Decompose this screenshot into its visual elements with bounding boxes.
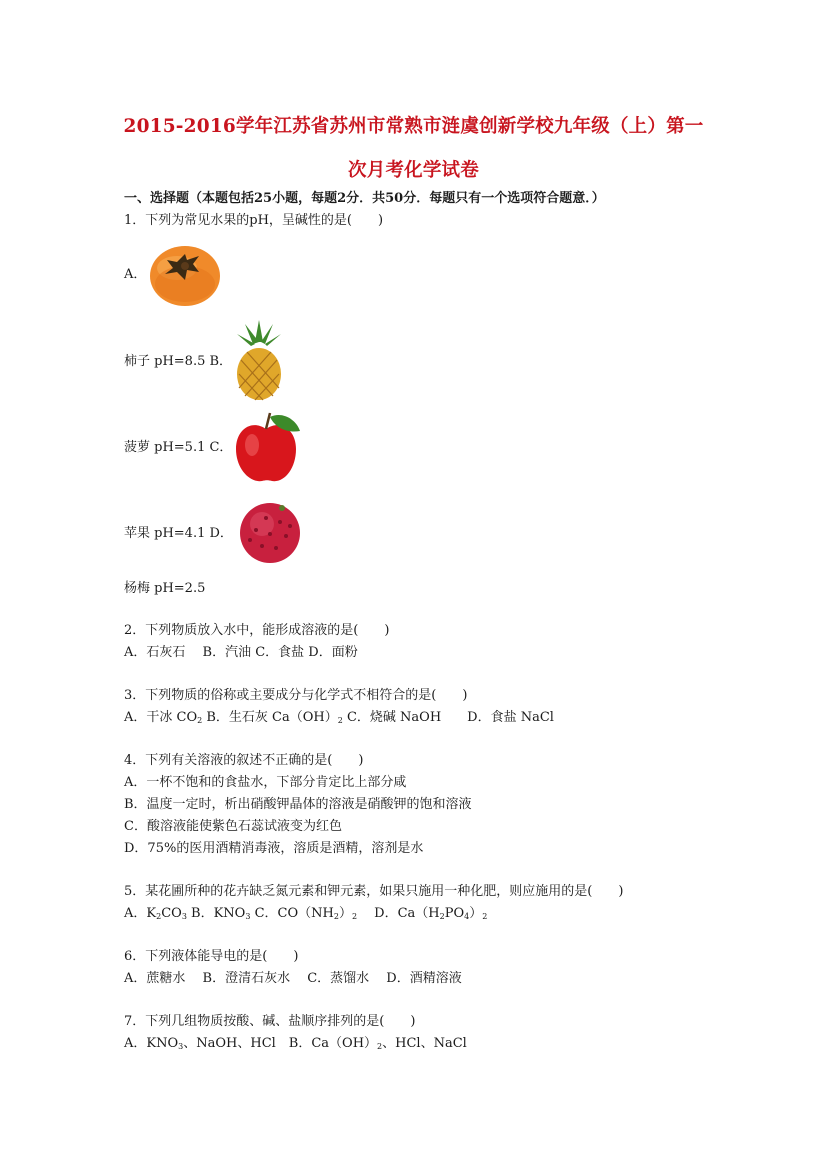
section-heading: 一、选择题（本题包括25小题，每题2分．共50分．每题只有一个选项符合题意．） (124, 191, 605, 206)
apple-icon (232, 409, 302, 485)
pineapple-icon (233, 318, 285, 402)
exam-title-line-2: 次月考化学试卷 (348, 160, 479, 181)
question-1-option-c-text: 苹果 pH=4.1 D． (124, 526, 233, 541)
question-7-options: A．$KNO_3$、NaOH、HCl B．$Ca(OH)_2$、HCl、NaCl (124, 1036, 467, 1051)
question-4-option-b: B．温度一定时，析出硝酸钾晶体的溶液是硝酸钾的饱和溶液 (124, 797, 472, 812)
question-4-option-d: D．75%的医用酒精消毒液，溶质是酒精，溶剂是水 (124, 841, 424, 856)
question-1-stem: 1．下列为常见水果的pH，呈碱性的是( ) (124, 213, 384, 228)
question-4-stem: 4．下列有关溶液的叙述不正确的是( ) (124, 753, 364, 768)
question-1-option-b-text: 菠萝 pH=5.1 C． (124, 440, 233, 455)
question-7-stem: 7．下列几组物质按酸、碱、盐顺序排列的是( ) (124, 1014, 416, 1029)
question-2-options: A．石灰石 B．汽油 C．食盐 D．面粉 (124, 645, 358, 660)
question-5-options: A．$K_2CO_3$ B．$KNO_3$ C．$CO(NH_2)_2$ D．$Ca(H_2PO_4)_2$ (124, 906, 488, 921)
question-4-option-c: C．酸溶液能使紫色石蕊试液变为红色 (124, 819, 342, 834)
question-1-option-d-text: 杨梅 pH=2.5 (124, 581, 206, 596)
question-1-option-a-text: 柿子 pH=8.5 B． (124, 354, 233, 369)
question-6-stem: 6．下列液体能导电的是( ) (124, 949, 299, 964)
question-1-option-a-label: A． (124, 267, 147, 282)
bayberry-icon (236, 500, 304, 566)
exam-title-line-1: 2015-2016学年江苏省苏州市常熟市涟虞创新学校九年级（上）第一 (123, 116, 704, 137)
question-3-options: A．干冰 $CO_2$ B．生石灰 $Ca(OH)_2$ C．烧碱 NaOH D．食盐 NaCl (124, 710, 554, 725)
question-5-stem: 5．某花圃所种的花卉缺乏氮元素和钾元素，如果只施用一种化肥，则应施用的是( ) (124, 884, 624, 899)
question-4-option-a: A．一杯不饱和的食盐水，下部分肯定比上部分咸 (124, 775, 407, 790)
question-2-stem: 2．下列物质放入水中，能形成溶液的是( ) (124, 623, 390, 638)
persimmon-icon (147, 236, 223, 308)
question-3-stem: 3．下列物质的俗称或主要成分与化学式不相符合的是( ) (124, 688, 468, 703)
question-6-options: A．蔗糖水 B．澄清石灰水 C．蒸馏水 D．酒精溶液 (124, 971, 462, 986)
